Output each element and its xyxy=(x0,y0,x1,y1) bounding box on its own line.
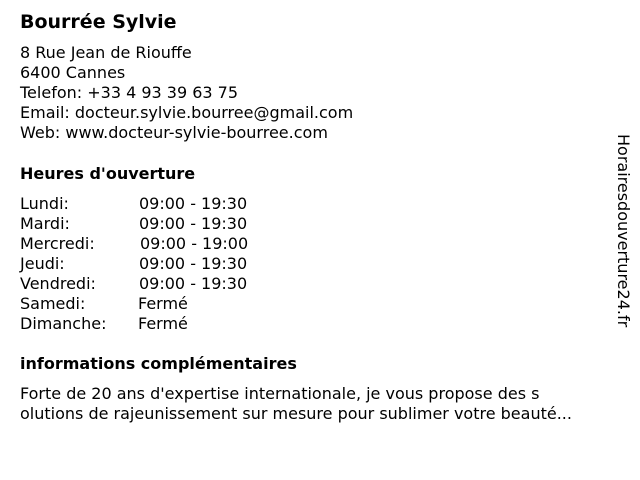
opening-hours-list xyxy=(20,194,320,334)
time-value: Fermé xyxy=(138,314,188,333)
info-line-1: Forte de 20 ans d'expertise internationale, je vous propose des s xyxy=(20,384,540,403)
time-value: 09:00 - 19:30 xyxy=(139,214,248,233)
hours-row-friday xyxy=(20,274,320,294)
day-label: Lundi: xyxy=(20,194,69,213)
contact-block xyxy=(20,43,353,143)
website-text: Web: www.docteur-sylvie-bourree.com xyxy=(20,123,328,142)
hours-row-sunday xyxy=(20,314,320,334)
day-label: Samedi: xyxy=(20,294,86,313)
phone-text: Telefon: +33 4 93 39 63 75 xyxy=(20,83,239,102)
time-value: Fermé xyxy=(138,294,188,313)
info-line-2: olutions de rajeunissement sur mesure pour sublimer votre beauté... xyxy=(20,404,572,423)
site-watermark xyxy=(611,134,635,370)
time-value: 09:00 - 19:00 xyxy=(140,234,249,253)
hours-row-monday xyxy=(20,194,320,214)
hours-row-wednesday xyxy=(20,234,320,254)
address-street: 8 Rue Jean de Riouffe xyxy=(20,43,192,62)
time-value: 09:00 - 19:30 xyxy=(139,254,248,273)
business-name: Bourrée Sylvie xyxy=(20,11,177,33)
info-heading: informations complémentaires xyxy=(20,354,297,373)
time-value: 09:00 - 19:30 xyxy=(139,274,248,293)
time-value: 09:00 - 19:30 xyxy=(139,194,248,213)
day-label: Mardi: xyxy=(20,214,70,233)
day-label: Dimanche: xyxy=(20,314,107,333)
info-description xyxy=(20,384,572,424)
hours-row-tuesday xyxy=(20,214,320,234)
address-city: 6400 Cannes xyxy=(20,63,126,82)
day-label: Vendredi: xyxy=(20,274,96,293)
email-text: Email: docteur.sylvie.bourree@gmail.com xyxy=(20,103,354,122)
watermark-text: Horairesdouverture24.fr xyxy=(614,134,633,328)
day-label: Jeudi: xyxy=(20,254,65,273)
hours-heading: Heures d'ouverture xyxy=(20,164,196,183)
day-label: Mercredi: xyxy=(20,234,95,253)
hours-row-saturday xyxy=(20,294,320,314)
hours-row-thursday xyxy=(20,254,320,274)
